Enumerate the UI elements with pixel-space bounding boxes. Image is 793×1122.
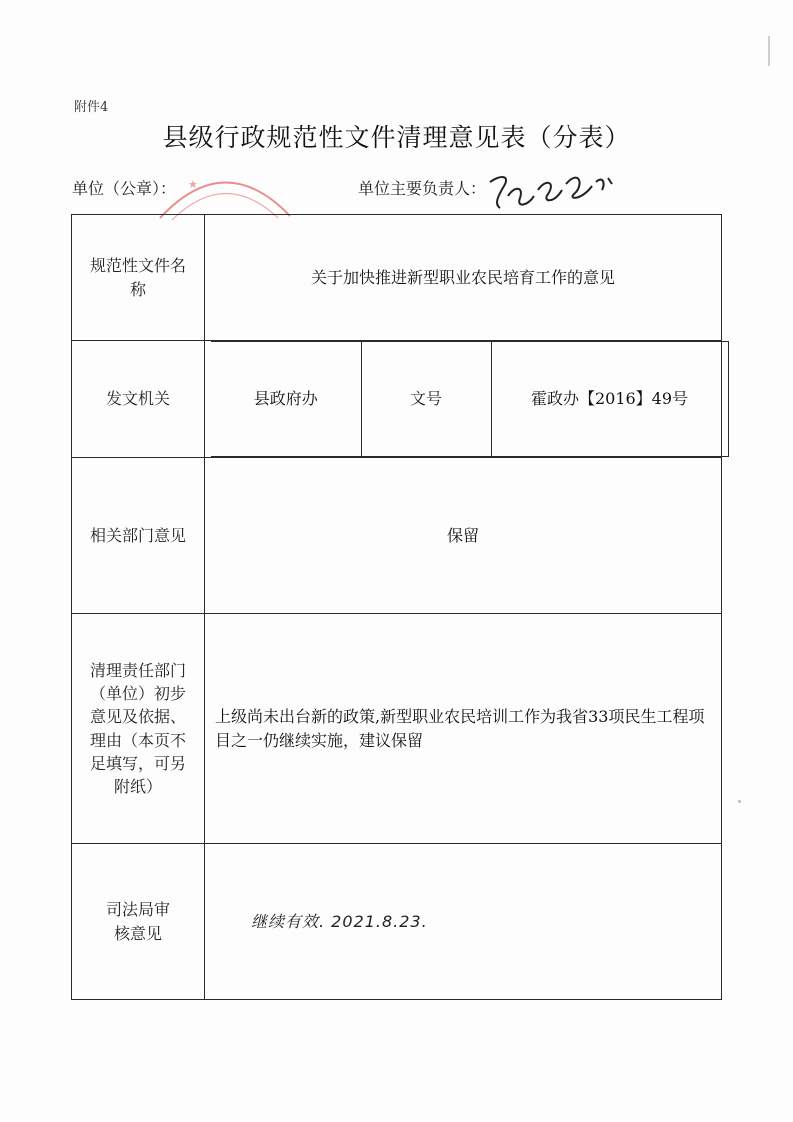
issuer-value: 县政府办: [211, 342, 361, 457]
justice-review-handwritten: 继续有效. 2021.8.23.: [205, 844, 722, 1000]
scan-mark: [768, 36, 770, 66]
cleanup-opinion-label: 清理责任部门（单位）初步意见及依据、理由（本页不足填写，可另附纸）: [72, 614, 205, 844]
cleanup-opinion-value: 上级尚未出台新的政策,新型职业农民培训工作为我省33项民生工程项目之一仍继续实施，建议保留: [205, 614, 722, 844]
doc-number-label: 文号: [361, 342, 491, 457]
row-dept-opinion: [72, 458, 722, 614]
cleanup-form-table: [71, 214, 722, 1000]
unit-head-label: 单位主要负责人：: [358, 179, 487, 198]
scan-dot: [738, 800, 741, 803]
doc-name-value: 关于加快推进新型职业农民培育工作的意见: [205, 215, 722, 341]
issuer-label: 发文机关: [72, 341, 205, 458]
justice-review-label: 司法局审核意见: [72, 844, 205, 1000]
dept-opinion-label: 相关部门意见: [72, 458, 205, 614]
attachment-label: 附件4: [74, 100, 109, 115]
dept-opinion-value: 保留: [205, 458, 722, 614]
svg-text:★: ★: [188, 178, 198, 191]
doc-name-label: 规范性文件名称: [72, 215, 205, 341]
row-cleanup-opinion: [72, 614, 722, 844]
doc-number-value: 霍政办【2016】49号: [491, 342, 728, 457]
row-issuer: [72, 341, 722, 458]
unit-seal-label: 单位（公章）：: [72, 179, 177, 198]
page-title: 县级行政规范性文件清理意见表（分表）: [162, 123, 631, 152]
handwritten-signature: [484, 160, 624, 220]
row-justice-review: [72, 844, 722, 1000]
row-doc-name: [72, 215, 722, 341]
